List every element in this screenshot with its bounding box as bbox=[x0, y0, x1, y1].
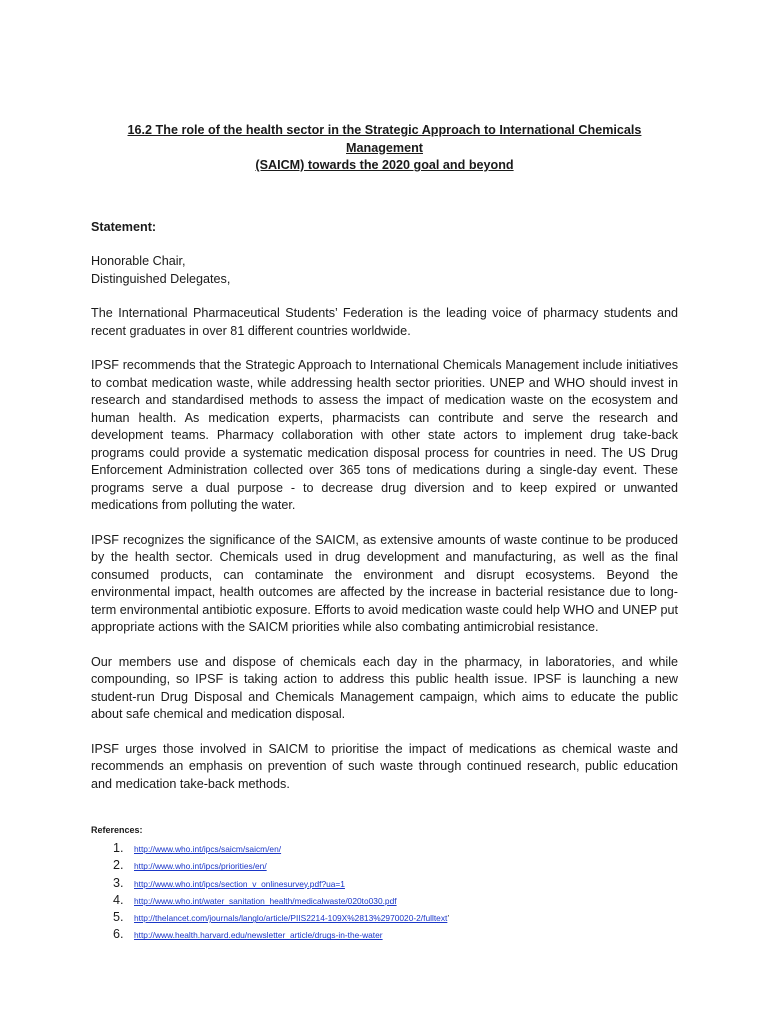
salutation bbox=[91, 253, 678, 288]
reference-number: 2. bbox=[113, 858, 124, 873]
title-line-1: 16.2 The role of the health sector in the Strategic Approach to International Chemicals Management bbox=[127, 123, 642, 155]
references-list bbox=[113, 841, 678, 945]
paragraph-members: Our members use and dispose of chemicals each day in the pharmacy, in laboratories, and while compounding, so IPSF is taking action to address this public health issue. IPSF is launching a new student-run Drug Disposal and Chemicals Management campaign, which aims to educate the public about safe chemical and medication disposal. bbox=[91, 654, 678, 721]
title-line-2: (SAICM) towards the 2020 goal and beyond bbox=[255, 158, 514, 172]
reference-item bbox=[113, 876, 678, 893]
reference-suffix: ’ bbox=[447, 913, 450, 924]
reference-link[interactable]: http://www.who.int/ipcs/priorities/en/ bbox=[134, 861, 267, 872]
reference-link[interactable]: http://www.health.harvard.edu/newsletter_article/drugs-in-the-water bbox=[134, 930, 383, 941]
reference-item bbox=[113, 910, 678, 927]
paragraph-intro: The International Pharmaceutical Students’ Federation is the leading voice of pharmacy students and recent graduates in over 81 different countries worldwide. bbox=[91, 306, 678, 338]
reference-link[interactable]: http://thelancet.com/journals/langlo/article/PIIS2214-109X%2813%2970020-2/fulltext bbox=[134, 913, 448, 924]
paragraph-recommendations: IPSF recommends that the Strategic Approach to International Chemicals Management include initiatives to combat medication waste, while addressing health sector priorities. UNEP and WHO should invest in research and standardised methods to assess the impact of medication waste on the ecosystem and human health. As medication experts, pharmacists can contribute and serve the research and development teams. Pharmacy collaboration with other state actors to implement drug take-back programs could provide a systematic medication disposal process for countries in need. The US Drug Enforcement Administration collected over 365 tons of medications during a single-day event. These programs serve a dual purpose - to decrease drug diversion and to keep expired or unwanted medications from polluting the water. bbox=[91, 358, 678, 512]
paragraph-urges: IPSF urges those involved in SAICM to prioritise the impact of medications as chemical waste and recommends an emphasis on prevention of such waste through continued research, public education and medication take-back methods. bbox=[91, 741, 678, 791]
reference-number: 5. bbox=[113, 910, 124, 925]
reference-item bbox=[113, 927, 678, 944]
reference-item bbox=[113, 858, 678, 875]
reference-number: 1. bbox=[113, 841, 124, 855]
reference-number: 4. bbox=[113, 892, 124, 907]
reference-item bbox=[113, 841, 678, 858]
salutation-line-2: Distinguished Delegates, bbox=[91, 271, 231, 286]
reference-item bbox=[113, 893, 678, 910]
reference-number: 6. bbox=[113, 927, 124, 942]
references-heading: References: bbox=[91, 825, 143, 835]
document-page bbox=[91, 112, 678, 945]
statement-heading: Statement: bbox=[91, 219, 157, 234]
paragraph-significance: IPSF recognizes the significance of the SAICM, as extensive amounts of waste continue to be produced by the health sector. Chemicals used in drug development and manufacturing, as well as the final consumed products, can contaminate the environment and disrupt ecosystems. Beyond the environmental impact, health outcomes are affected by the increase in bacterial resistance due to long-term environmental antibiotic exposure. Efforts to avoid medication waste could help WHO and UNEP put appropriate actions with the SAICM priorities while also combating antimicrobial resistance. bbox=[91, 532, 678, 634]
reference-link[interactable]: http://www.who.int/ipcs/section_v_onlinesurvey.pdf?ua=1 bbox=[134, 878, 345, 889]
reference-number: 3. bbox=[113, 875, 124, 890]
reference-link[interactable]: http://www.who.int/water_sanitation_health/medicalwaste/020to030.pdf bbox=[134, 895, 397, 906]
salutation-line-1: Honorable Chair, bbox=[91, 254, 186, 268]
reference-link[interactable]: http://www.who.int/ipcs/saicm/saicm/en/ bbox=[134, 844, 282, 854]
document-title bbox=[91, 122, 678, 175]
